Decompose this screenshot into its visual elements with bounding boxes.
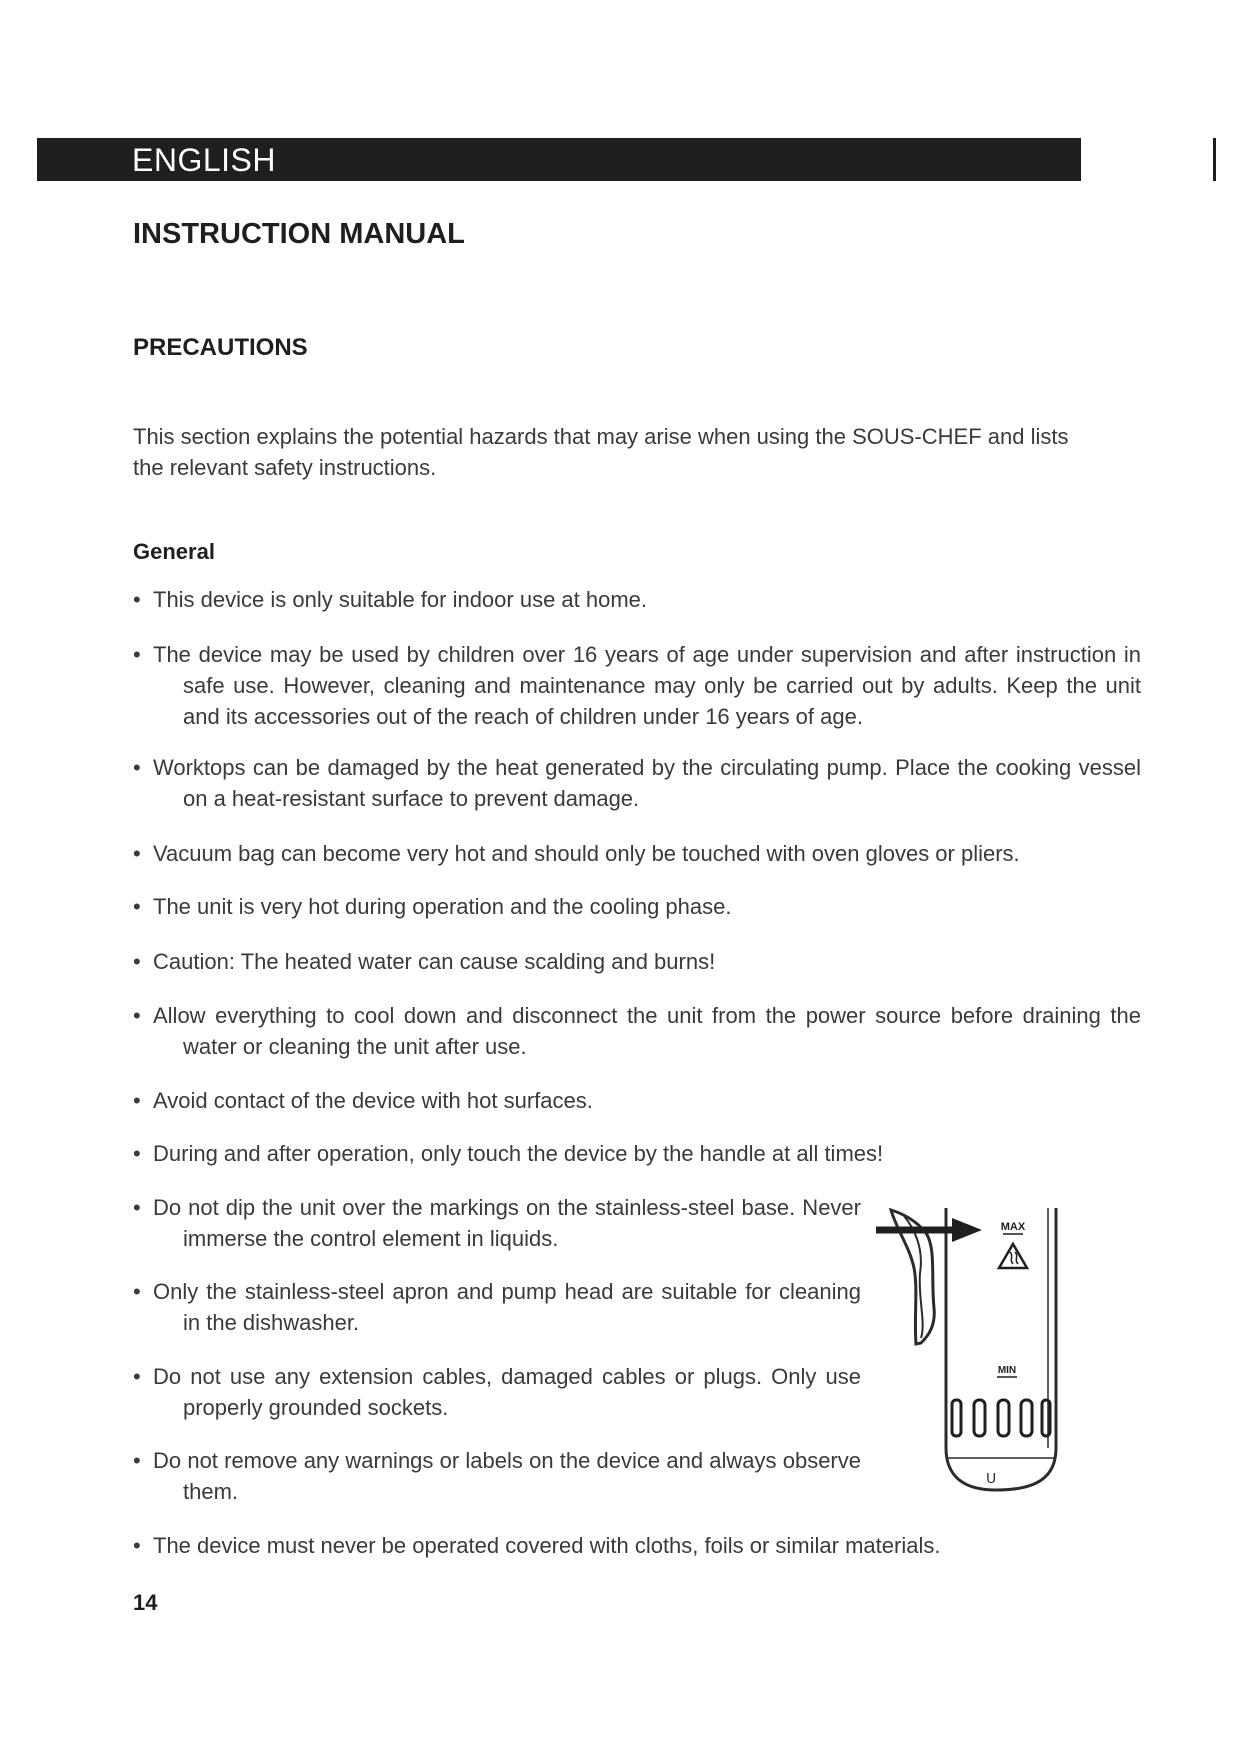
sous-chef-device-illustration bbox=[876, 1208, 1086, 1504]
page-title: INSTRUCTION MANUAL bbox=[133, 218, 465, 250]
list-item: • The device may be used by children over 16 years of age under supervision and after instruction in safe use. However, cleaning and maintenance may only be carried out by adults. Keep the unit and its accessories out of the reach of children under 16 years of age. bbox=[133, 642, 1141, 729]
section-heading: PRECAUTIONS bbox=[133, 334, 308, 361]
list-item: • During and after operation, only touch the device by the handle at all times! bbox=[133, 1141, 884, 1166]
list-item: • Caution: The heated water can cause scalding and burns! bbox=[133, 949, 716, 974]
list-item: • Worktops can be damaged by the heat generated by the circulating pump. Place the cooking vessel on a heat-resistant surface to prevent damage. bbox=[133, 755, 1141, 811]
page-number: 14 bbox=[133, 1590, 158, 1615]
intro-paragraph: This section explains the potential hazards that may arise when using the SOUS-CHEF and lists the relevant safety instructions. bbox=[133, 424, 1069, 480]
list-item: • Avoid contact of the device with hot surfaces. bbox=[133, 1088, 593, 1113]
vent-slots bbox=[952, 1400, 1050, 1436]
list-item: • Do not dip the unit over the markings on the stainless-steel base. Never immerse the control element in liquids. bbox=[133, 1195, 861, 1251]
subsection-heading: General bbox=[133, 539, 215, 564]
list-item: • The device must never be operated covered with cloths, foils or similar materials. bbox=[133, 1533, 941, 1558]
list-item: • This device is only suitable for indoor use at home. bbox=[133, 587, 648, 612]
list-item: • Do not remove any warnings or labels on the device and always observe them. bbox=[133, 1448, 861, 1504]
list-item: • Only the stainless-steel apron and pump head are suitable for cleaning in the dishwasher. bbox=[133, 1279, 861, 1335]
svg-text:ᑌ: ᑌ bbox=[986, 1470, 997, 1486]
language-label: ENGLISH bbox=[132, 142, 276, 178]
min-marking: MIN bbox=[997, 1365, 1017, 1376]
hot-surface-warning-icon bbox=[999, 1244, 1027, 1268]
list-item: • The unit is very hot during operation and the cooling phase. bbox=[133, 894, 732, 919]
list-item: • Do not use any extension cables, damaged cables or plugs. Only use properly grounded sockets. bbox=[133, 1364, 861, 1420]
max-marking: MAX bbox=[1000, 1221, 1026, 1233]
list-item: • Allow everything to cool down and disconnect the unit from the power source before draining the water or cleaning the unit after use. bbox=[133, 1003, 1141, 1059]
list-item: • Vacuum bag can become very hot and should only be touched with oven gloves or pliers. bbox=[133, 841, 1020, 866]
margin-marker bbox=[1213, 138, 1216, 181]
language-header-bar bbox=[37, 138, 1081, 181]
